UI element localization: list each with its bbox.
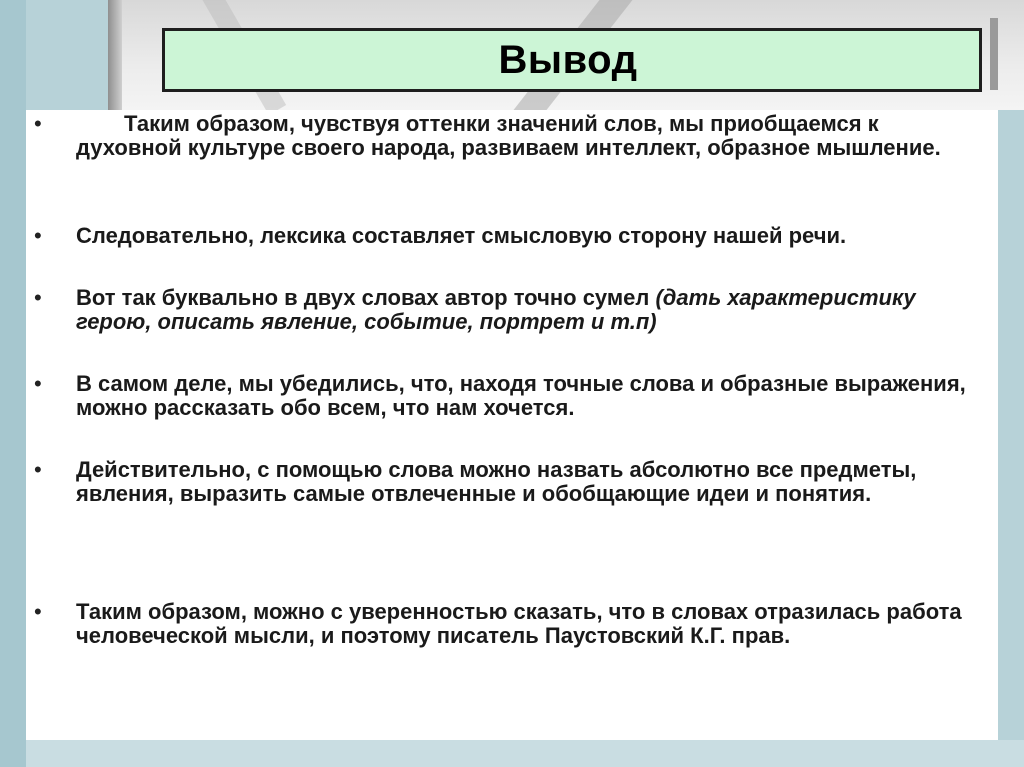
slide-title: Вывод: [498, 37, 638, 82]
bullet-text-content: Таким образом, чувствуя оттенки значений слов, мы приобщаемся к духовной культуре своего народа, развиваем интеллект, образное мышление.: [76, 111, 941, 160]
slide-title-box: [162, 28, 982, 92]
bullet-marker: •: [34, 285, 42, 310]
bullet-text: Таким образом, можно с уверенностью сказать, что в словах отразилась работа человеческой мысли, и поэтому писатель Паустовский К.Г. прав.: [76, 599, 962, 648]
header-decor-bar-right: [990, 18, 998, 90]
bullet-item: [34, 372, 994, 420]
header-decor-bar-left: [108, 0, 122, 110]
bullet-marker: •: [34, 599, 42, 624]
bullet-item: [34, 224, 994, 248]
bullet-item: [34, 286, 994, 334]
bullet-text: Действительно, с помощью слова можно назвать абсолютно все предметы, явления, выразить самые отвлеченные и обобщающие идеи и понятия.: [76, 457, 917, 506]
bullet-italic-note: (дать характеристику герою, описать явление, событие, портрет и т.п): [76, 285, 916, 334]
bullet-marker: •: [34, 457, 42, 482]
bottom-decor-strip: [26, 740, 1024, 767]
bullet-text: [76, 112, 994, 160]
bullet-marker: •: [34, 223, 42, 248]
bullet-item: [34, 458, 994, 506]
bullet-text: В самом деле, мы убедились, что, находя точные слова и образные выражения, можно рассказать обо всем, что нам хочется.: [76, 371, 966, 420]
bullet-text: [76, 286, 994, 334]
bullet-text-content: Вот так буквально в двух словах автор точно сумел: [76, 285, 656, 310]
left-decor-strip: [0, 0, 26, 767]
bullet-marker: •: [34, 111, 42, 136]
bullet-item: [34, 600, 994, 648]
bullet-marker: •: [34, 371, 42, 396]
bullet-item: [34, 112, 994, 160]
bullet-text: Следовательно, лексика составляет смысловую сторону нашей речи.: [76, 223, 847, 248]
